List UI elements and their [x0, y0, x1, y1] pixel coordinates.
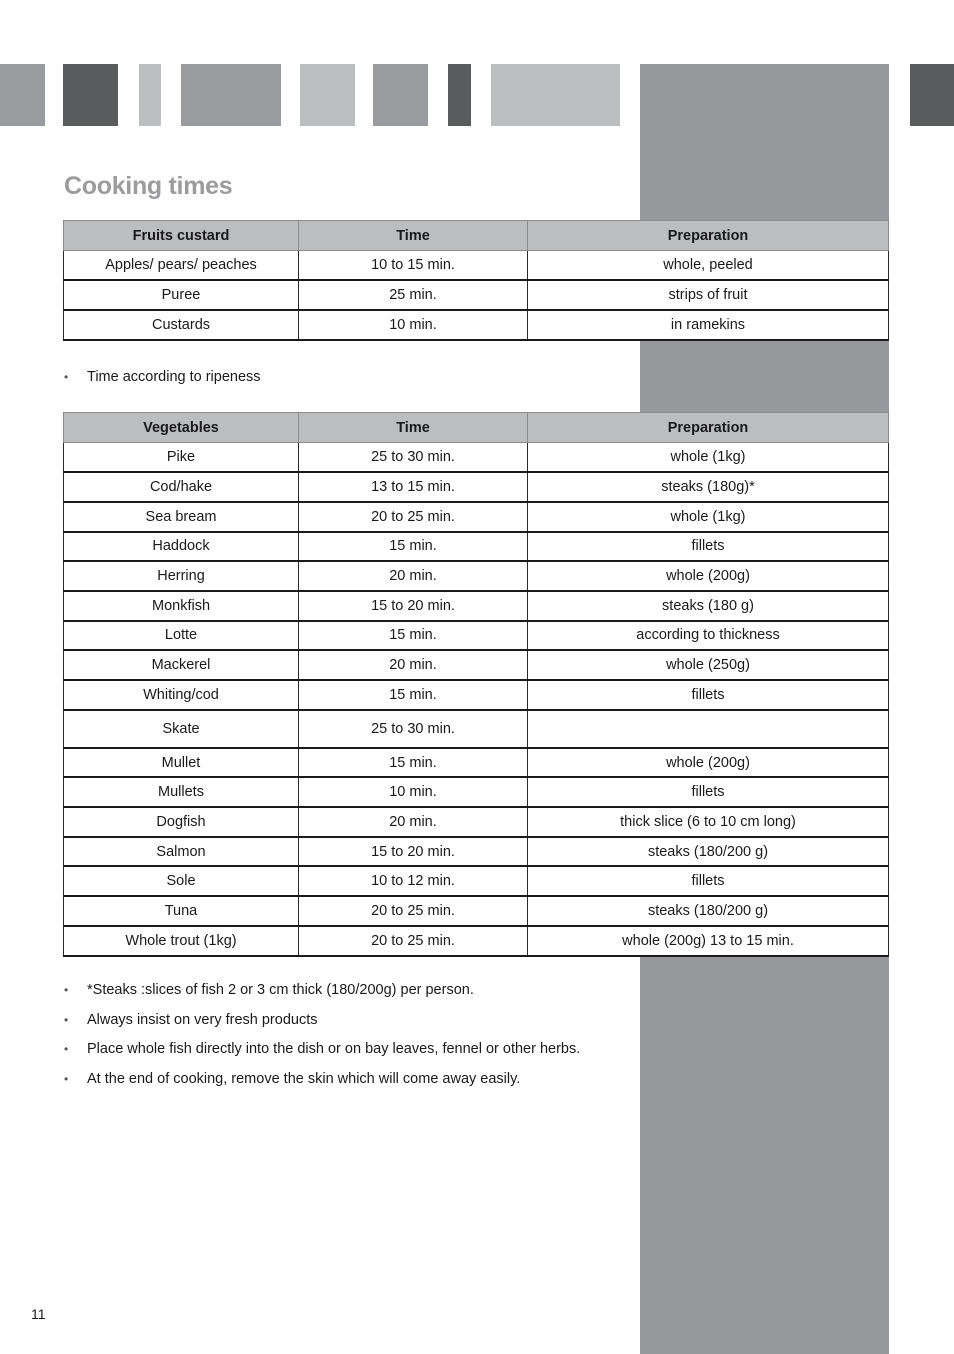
table-header-row [64, 413, 889, 443]
table-cell: 15 to 20 min. [299, 837, 528, 867]
list-item [64, 1039, 580, 1069]
table-cell: steaks (180 g) [528, 591, 889, 621]
table-row [64, 680, 889, 710]
bullet-icon: • [64, 1071, 69, 1086]
table-cell: Haddock [64, 532, 299, 562]
header-block-5 [300, 64, 355, 126]
table-cell: Sea bream [64, 502, 299, 532]
table-row [64, 710, 889, 748]
table-cell: whole (200g) [528, 748, 889, 778]
table-cell: Skate [64, 710, 299, 748]
table-cell: 15 min. [299, 621, 528, 651]
table-cell: whole (1kg) [528, 443, 889, 473]
table-row [64, 532, 889, 562]
list-item [64, 1010, 580, 1040]
list-item [64, 367, 261, 397]
header-block-7 [448, 64, 471, 126]
header-block-4 [181, 64, 281, 126]
table-cell: 10 min. [299, 310, 528, 340]
column-header: Preparation [528, 413, 889, 443]
table-cell: thick slice (6 to 10 cm long) [528, 807, 889, 837]
table-cell: 25 to 30 min. [299, 443, 528, 473]
table-cell: 13 to 15 min. [299, 472, 528, 502]
table-cell: Whiting/cod [64, 680, 299, 710]
table-cell: Custards [64, 310, 299, 340]
table-cell: Dogfish [64, 807, 299, 837]
table-cell: Herring [64, 561, 299, 591]
table-cell: fillets [528, 532, 889, 562]
column-header: Preparation [528, 221, 889, 251]
table-cell: 20 min. [299, 807, 528, 837]
table-cell: 20 to 25 min. [299, 896, 528, 926]
bullet-icon: • [64, 1042, 69, 1056]
header-block-2 [63, 64, 118, 126]
page-number: 11 [31, 1306, 46, 1322]
table-cell: whole, peeled [528, 251, 889, 281]
table-cell: 20 to 25 min. [299, 926, 528, 956]
header-block-3 [139, 64, 161, 126]
table-row [64, 896, 889, 926]
table-cell: Apples/ pears/ peaches [64, 251, 299, 281]
note-text: *Steaks :slices of fish 2 or 3 cm thick (180/200g) per person. [87, 982, 474, 998]
table-cell: Sole [64, 866, 299, 896]
fruit-notes-list [64, 367, 261, 397]
table-cell: 15 to 20 min. [299, 591, 528, 621]
note-text: Time according to ripeness [87, 369, 261, 385]
note-text: Always insist on very fresh products [87, 1011, 318, 1028]
page-title: Cooking times [64, 172, 233, 200]
table-cell: steaks (180/200 g) [528, 896, 889, 926]
table-cell: Lotte [64, 621, 299, 651]
table-cell: 15 min. [299, 748, 528, 778]
table-cell: fillets [528, 866, 889, 896]
table-cell: 20 to 25 min. [299, 502, 528, 532]
column-header: Time [299, 221, 528, 251]
table-cell: Tuna [64, 896, 299, 926]
table-row [64, 280, 889, 310]
table-cell: whole (200g) 13 to 15 min. [528, 926, 889, 956]
table-cell: Pike [64, 443, 299, 473]
table-cell: Puree [64, 280, 299, 310]
header-block-8 [491, 64, 620, 126]
table-cell: strips of fruit [528, 280, 889, 310]
table-row [64, 251, 889, 281]
table-row [64, 748, 889, 778]
table-cell [528, 710, 889, 748]
list-item [64, 1069, 580, 1099]
column-header: Fruits custard [64, 221, 299, 251]
table-row [64, 837, 889, 867]
table-row [64, 443, 889, 473]
table-cell: Cod/hake [64, 472, 299, 502]
table-row [64, 777, 889, 807]
fish-notes-list [64, 980, 580, 1098]
table-row [64, 472, 889, 502]
table-row [64, 591, 889, 621]
table-cell: whole (250g) [528, 650, 889, 680]
table-cell: 25 to 30 min. [299, 710, 528, 748]
table-row [64, 502, 889, 532]
table-cell: whole (1kg) [528, 502, 889, 532]
table-cell: 20 min. [299, 561, 528, 591]
bullet-icon: • [64, 1012, 69, 1027]
note-text: At the end of cooking, remove the skin which will come away easily. [87, 1070, 521, 1087]
table-cell: Whole trout (1kg) [64, 926, 299, 956]
table-row [64, 926, 889, 956]
table-cell: steaks (180g)* [528, 472, 889, 502]
bullet-icon: • [64, 370, 69, 384]
table-header-row [64, 221, 889, 251]
table-row [64, 310, 889, 340]
table-cell: 10 min. [299, 777, 528, 807]
table-cell: 15 min. [299, 532, 528, 562]
table-row [64, 807, 889, 837]
table-row [64, 621, 889, 651]
table-cell: in ramekins [528, 310, 889, 340]
table-row [64, 561, 889, 591]
header-block-9 [910, 64, 954, 126]
table-cell: 20 min. [299, 650, 528, 680]
table-cell: Mullets [64, 777, 299, 807]
vegetables-table [63, 412, 889, 957]
header-block-1 [0, 64, 45, 126]
table-cell: Mackerel [64, 650, 299, 680]
table-row [64, 650, 889, 680]
list-item [64, 980, 580, 1010]
table-cell: 10 to 12 min. [299, 866, 528, 896]
bullet-icon: • [64, 983, 69, 997]
table-cell: Monkfish [64, 591, 299, 621]
table-cell: 25 min. [299, 280, 528, 310]
table-cell: 10 to 15 min. [299, 251, 528, 281]
header-block-6 [373, 64, 428, 126]
table-row [64, 866, 889, 896]
table-cell: Salmon [64, 837, 299, 867]
table-cell: fillets [528, 777, 889, 807]
note-text: Place whole fish directly into the dish or on bay leaves, fennel or other herbs. [87, 1041, 581, 1057]
table-cell: according to thickness [528, 621, 889, 651]
column-header: Time [299, 413, 528, 443]
table-cell: steaks (180/200 g) [528, 837, 889, 867]
fruits-table [63, 220, 889, 341]
table-cell: fillets [528, 680, 889, 710]
table-cell: Mullet [64, 748, 299, 778]
table-cell: whole (200g) [528, 561, 889, 591]
column-header: Vegetables [64, 413, 299, 443]
table-cell: 15 min. [299, 680, 528, 710]
